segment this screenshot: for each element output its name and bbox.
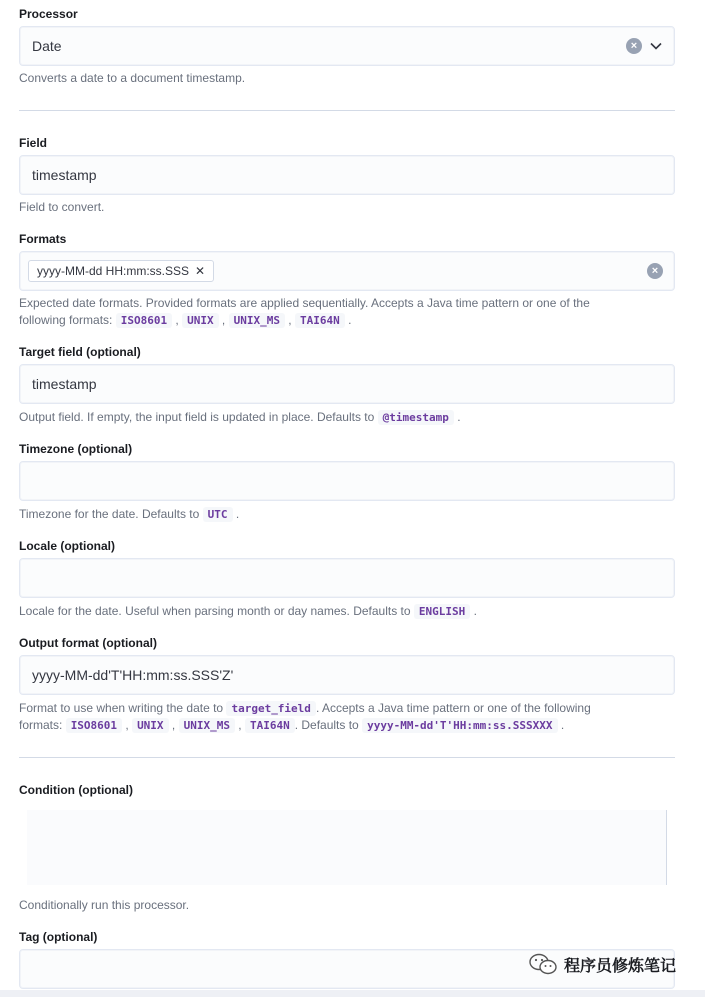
target-field-help: Output field. If empty, the input field is updated in place. Defaults to @timestamp .	[19, 410, 461, 424]
output-code-iso8601: ISO8601	[66, 718, 122, 733]
output-format-help: Format to use when writing the date to target_field . Accepts a Java time pattern or one of the following formats: ISO8601 , UNIX , UNIX_MS , TAI64N . Defaults to yyyy-MM-dd'T'HH:mm:ss.SSSXXX .	[19, 701, 591, 732]
watermark-text: 程序员修炼笔记	[564, 957, 677, 975]
clear-icon[interactable]: ×	[626, 38, 642, 54]
locale-help-text: Locale for the date. Useful when parsing month or day names. Defaults to	[19, 604, 411, 618]
format-code-tai64n: TAI64N	[295, 313, 345, 328]
target-field-label: Target field (optional)	[19, 345, 141, 359]
formats-label: Formats	[19, 232, 67, 246]
timezone-help: Timezone for the date. Defaults to UTC .	[19, 507, 240, 521]
format-chip	[28, 260, 214, 282]
output-format-help-c: formats:	[19, 718, 63, 732]
clear-icon[interactable]: ×	[647, 263, 663, 279]
timezone-label: Timezone (optional)	[19, 442, 133, 456]
target-field-code: target_field	[226, 701, 315, 716]
output-format-help-a: Format to use when writing the date to	[19, 701, 224, 715]
output-format-value: yyyy-MM-dd'T'HH:mm:ss.SSS'Z'	[32, 667, 234, 683]
condition-label: Condition (optional)	[19, 783, 133, 797]
field-help: Field to convert.	[19, 200, 105, 214]
locale-input[interactable]	[19, 558, 675, 598]
chip-remove-icon[interactable]: ✕	[195, 264, 206, 278]
output-format-default-code: yyyy-MM-dd'T'HH:mm:ss.SSSXXX	[362, 718, 557, 733]
format-code-unix-ms: UNIX_MS	[229, 313, 285, 328]
output-format-help-b: . Accepts a Java time pattern or one of the following	[315, 701, 591, 715]
formats-combobox[interactable]	[19, 251, 675, 291]
wechat-icon	[528, 952, 558, 976]
field-input-value: timestamp	[32, 167, 97, 183]
chevron-down-icon[interactable]	[648, 38, 664, 54]
output-code-unix: UNIX	[132, 718, 169, 733]
tag-label: Tag (optional)	[19, 930, 98, 944]
formats-help-line1: Expected date formats. Provided formats are applied sequentially. Accepts a Java time pattern or one of the	[19, 296, 590, 310]
watermark	[528, 952, 676, 976]
output-code-tai64n: TAI64N	[245, 718, 295, 733]
locale-default-code: ENGLISH	[414, 604, 470, 619]
field-input[interactable]	[19, 155, 675, 195]
condition-code-editor[interactable]	[27, 810, 667, 885]
field-label: Field	[19, 136, 48, 150]
formats-help-line2: following formats:	[19, 313, 113, 327]
target-field-default-code: @timestamp	[378, 410, 454, 425]
output-format-input[interactable]	[19, 655, 675, 695]
output-code-unix-ms: UNIX_MS	[179, 718, 235, 733]
target-field-input[interactable]	[19, 364, 675, 404]
divider	[19, 110, 675, 111]
divider	[19, 757, 675, 758]
format-code-unix: UNIX	[182, 313, 219, 328]
output-format-label: Output format (optional)	[19, 636, 157, 650]
target-field-help-text: Output field. If empty, the input field is updated in place. Defaults to	[19, 410, 375, 424]
output-format-help-d: . Defaults to	[294, 718, 359, 732]
processor-select[interactable]	[19, 26, 675, 66]
timezone-input[interactable]	[19, 461, 675, 501]
bottom-bar	[0, 990, 705, 997]
processor-help: Converts a date to a document timestamp.	[19, 71, 246, 85]
formats-help: Expected date formats. Provided formats are applied sequentially. Accepts a Java time pattern or one of the following formats: ISO8601 , UNIX , UNIX_MS , TAI64N .	[19, 296, 590, 327]
target-field-value: timestamp	[32, 376, 97, 392]
timezone-help-text: Timezone for the date. Defaults to	[19, 507, 200, 521]
format-code-iso8601: ISO8601	[116, 313, 172, 328]
processor-select-value: Date	[32, 38, 62, 54]
processor-label: Processor	[19, 7, 78, 21]
format-chip-label: yyyy-MM-dd HH:mm:ss.SSS	[37, 264, 190, 278]
timezone-default-code: UTC	[203, 507, 233, 522]
locale-label: Locale (optional)	[19, 539, 115, 553]
locale-help: Locale for the date. Useful when parsing month or day names. Defaults to ENGLISH .	[19, 604, 477, 618]
condition-help: Conditionally run this processor.	[19, 898, 190, 912]
